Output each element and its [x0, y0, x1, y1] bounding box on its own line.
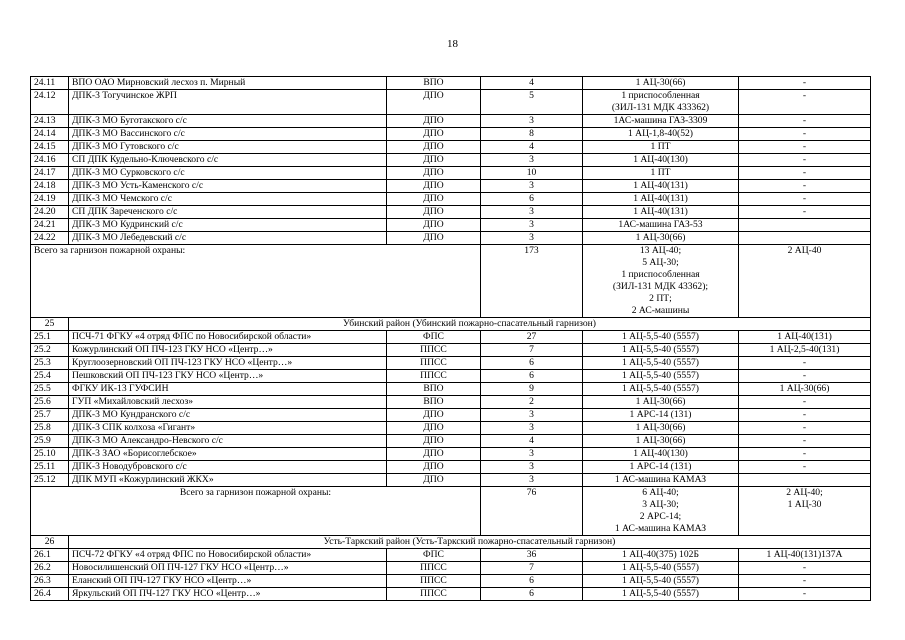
unit-type: ДПО — [387, 90, 481, 115]
reserve-equipment — [739, 562, 871, 575]
reserve-equipment — [739, 219, 871, 232]
reserve-equipment-line: - — [802, 409, 807, 420]
row-number: 25.11 — [31, 461, 69, 474]
staff-count: 6 — [481, 357, 583, 370]
staff-count: 3 — [481, 180, 583, 193]
unit-name: ДПК-3 МО Вассинского с/с — [69, 128, 387, 141]
main-equipment — [583, 128, 739, 141]
total-reserve-equipment-line: 1 АЦ-30 — [787, 499, 822, 510]
row-number: 24.21 — [31, 219, 69, 232]
row-number: 24.20 — [31, 206, 69, 219]
main-equipment-line: 1 АЦ-30(66) — [635, 396, 686, 407]
reserve-equipment — [739, 383, 871, 396]
unit-type: ППСС — [387, 575, 481, 588]
reserve-equipment-line: - — [802, 193, 807, 204]
reserve-equipment — [739, 344, 871, 357]
reserve-equipment — [739, 193, 871, 206]
staff-count: 3 — [481, 206, 583, 219]
reserve-equipment-line: - — [802, 167, 807, 178]
total-main-equipment-line: 1 приспособленная — [621, 269, 700, 280]
reserve-equipment — [739, 180, 871, 193]
reserve-equipment-line: - — [802, 180, 807, 191]
total-main-equipment-line: 2 АРС-14; — [639, 511, 682, 522]
reserve-equipment — [739, 435, 871, 448]
row-number: 24.22 — [31, 232, 69, 245]
unit-name: Яркульский ОП ПЧ-127 ГКУ НСО «Центр…» — [69, 588, 387, 601]
table-row — [31, 448, 871, 461]
reserve-equipment-line: - — [802, 588, 807, 599]
reserve-equipment-line: - — [802, 435, 807, 446]
total-label: Всего за гарнизон пожарной охраны: — [31, 245, 481, 318]
main-equipment-line: 1 АЦ-5,5-40 (5557) — [621, 344, 699, 355]
unit-type: ДПО — [387, 448, 481, 461]
staff-count: 7 — [481, 344, 583, 357]
total-reserve-equipment — [739, 245, 871, 318]
table-row — [31, 219, 871, 232]
section-header-row — [31, 536, 871, 549]
table-row — [31, 409, 871, 422]
main-equipment-line: 1 ПТ — [650, 167, 671, 178]
total-main-equipment-line: 5 АЦ-30; — [642, 257, 679, 268]
reserve-equipment-line: - — [802, 77, 807, 88]
row-number: 25.4 — [31, 370, 69, 383]
main-equipment — [583, 461, 739, 474]
unit-type: ДПО — [387, 128, 481, 141]
reserve-equipment — [739, 396, 871, 409]
reserve-equipment-line: - — [802, 461, 807, 472]
reserve-equipment-line: - — [802, 396, 807, 407]
main-equipment — [583, 331, 739, 344]
main-equipment-line: 1 АЦ-40(131) — [633, 206, 688, 217]
staff-count: 4 — [481, 141, 583, 154]
staff-count: 3 — [481, 219, 583, 232]
reserve-equipment — [739, 141, 871, 154]
main-equipment-line: 1 АЦ-5,5-40 (5557) — [621, 357, 699, 368]
table-row — [31, 422, 871, 435]
reserve-equipment-line: - — [802, 448, 807, 459]
reserve-equipment — [739, 448, 871, 461]
main-equipment — [583, 206, 739, 219]
unit-name: ДПК-3 МО Гутовского с/с — [69, 141, 387, 154]
staff-count: 3 — [481, 461, 583, 474]
main-equipment — [583, 549, 739, 562]
unit-type: ДПО — [387, 435, 481, 448]
table-row — [31, 357, 871, 370]
reserve-equipment — [739, 422, 871, 435]
unit-name: ДПК МУП «Кожурлинский ЖКХ» — [69, 474, 387, 487]
table-row — [31, 206, 871, 219]
unit-name: ДПК-3 МО Чемского с/с — [69, 193, 387, 206]
unit-type: ДПО — [387, 115, 481, 128]
unit-name: ДПК-3 Новодубровского с/с — [69, 461, 387, 474]
row-number: 24.13 — [31, 115, 69, 128]
main-equipment — [583, 448, 739, 461]
staff-count: 36 — [481, 549, 583, 562]
staff-count: 6 — [481, 588, 583, 601]
table-row — [31, 549, 871, 562]
section-header-row — [31, 318, 871, 331]
main-equipment-line: 1 АРС-14 (131) — [629, 409, 692, 420]
reserve-equipment-line — [742, 474, 867, 486]
reserve-equipment-line: - — [802, 422, 807, 433]
main-equipment — [583, 575, 739, 588]
main-equipment — [583, 141, 739, 154]
row-number: 25.10 — [31, 448, 69, 461]
reserve-equipment — [739, 357, 871, 370]
main-equipment-line: 1 ПТ — [650, 141, 671, 152]
main-equipment-line: 1 АС-машина КАМАЗ — [614, 474, 707, 485]
total-main-equipment-line: 6 АЦ-40; — [642, 487, 679, 498]
unit-type: ППСС — [387, 357, 481, 370]
row-number: 25.2 — [31, 344, 69, 357]
main-equipment-line: 1АС-машина ГАЗ-53 — [618, 219, 703, 230]
row-number: 24.16 — [31, 154, 69, 167]
unit-type: ВПО — [387, 383, 481, 396]
staff-count: 3 — [481, 448, 583, 461]
table-row — [31, 193, 871, 206]
main-equipment-line: (ЗИЛ-131 МДК 433362) — [611, 102, 710, 113]
table-row — [31, 562, 871, 575]
main-equipment-line: 1 приспособленная — [621, 90, 700, 101]
main-equipment-line: 1 АЦ-40(130) — [633, 154, 688, 165]
unit-type: ДПО — [387, 180, 481, 193]
row-number: 24.15 — [31, 141, 69, 154]
unit-type: ФПС — [387, 331, 481, 344]
unit-type: ППСС — [387, 370, 481, 383]
unit-name: ДПК-3 МО Кундранского с/с — [69, 409, 387, 422]
row-number: 25.6 — [31, 396, 69, 409]
reserve-equipment-line: - — [802, 206, 807, 217]
unit-name: ДПК-3 МО Александро-Невского с/с — [69, 435, 387, 448]
main-equipment-line: 1 АРС-14 (131) — [629, 461, 692, 472]
row-number: 25.5 — [31, 383, 69, 396]
table-row — [31, 232, 871, 245]
reserve-equipment — [739, 154, 871, 167]
section-number: 25 — [31, 318, 69, 331]
staff-count: 9 — [481, 383, 583, 396]
staff-count: 8 — [481, 128, 583, 141]
row-number: 24.14 — [31, 128, 69, 141]
staff-count: 3 — [481, 474, 583, 487]
reserve-equipment — [739, 331, 871, 344]
staff-count: 3 — [481, 409, 583, 422]
table-row — [31, 383, 871, 396]
unit-type: ДПО — [387, 219, 481, 232]
unit-name: ПСЧ-72 ФГКУ «4 отряд ФПС по Новосибирской области» — [69, 549, 387, 562]
table-row — [31, 474, 871, 487]
main-equipment-line: 1 АЦ-5,5-40 (5557) — [621, 383, 699, 394]
main-equipment — [583, 422, 739, 435]
reserve-equipment — [739, 409, 871, 422]
row-number: 24.18 — [31, 180, 69, 193]
reserve-equipment — [739, 474, 871, 487]
main-equipment — [583, 562, 739, 575]
main-equipment — [583, 154, 739, 167]
staff-count: 6 — [481, 370, 583, 383]
staff-count: 3 — [481, 422, 583, 435]
main-equipment — [583, 474, 739, 487]
unit-type: ВПО — [387, 77, 481, 90]
unit-type: ДПО — [387, 141, 481, 154]
reserve-equipment-line — [742, 219, 867, 231]
staff-count: 4 — [481, 77, 583, 90]
staff-count: 3 — [481, 115, 583, 128]
total-reserve-equipment-line: 2 АЦ-40 — [787, 245, 822, 256]
unit-type: ВПО — [387, 396, 481, 409]
unit-type: ППСС — [387, 344, 481, 357]
unit-type: ДПО — [387, 206, 481, 219]
main-equipment-line: 1 АЦ-30(66) — [635, 435, 686, 446]
row-number: 26.2 — [31, 562, 69, 575]
unit-name: Пешковский ОП ПЧ-123 ГКУ НСО «Центр…» — [69, 370, 387, 383]
row-number: 24.11 — [31, 77, 69, 90]
reserve-equipment-line: - — [802, 141, 807, 152]
row-number: 25.1 — [31, 331, 69, 344]
unit-name: ГУП «Михайловский лесхоз» — [69, 396, 387, 409]
fire-garrison-table — [30, 76, 871, 601]
total-main-equipment-line: 2 ПТ; — [649, 293, 672, 304]
unit-name: ФГКУ ИК-13 ГУФСИН — [69, 383, 387, 396]
reserve-equipment — [739, 575, 871, 588]
main-equipment — [583, 219, 739, 232]
table-row — [31, 370, 871, 383]
main-equipment-line: 1 АЦ-40(131) — [633, 180, 688, 191]
table-row — [31, 167, 871, 180]
staff-count: 2 — [481, 396, 583, 409]
unit-name: Кожурлинский ОП ПЧ-123 ГКУ НСО «Центр…» — [69, 344, 387, 357]
table-row — [31, 154, 871, 167]
reserve-equipment — [739, 461, 871, 474]
main-equipment — [583, 167, 739, 180]
staff-count: 5 — [481, 90, 583, 115]
reserve-equipment-line: - — [802, 575, 807, 586]
unit-name: ДПК-3 СПК колхоза «Гигант» — [69, 422, 387, 435]
unit-type: ППСС — [387, 562, 481, 575]
main-equipment-line: 1 АЦ-30(66) — [635, 77, 686, 88]
row-number: 25.9 — [31, 435, 69, 448]
table-row — [31, 141, 871, 154]
main-equipment-line: 1 АЦ-5,5-40 (5557) — [621, 588, 699, 599]
total-reserve-equipment — [739, 487, 871, 536]
row-number: 25.7 — [31, 409, 69, 422]
table-row — [31, 331, 871, 344]
reserve-equipment — [739, 115, 871, 128]
unit-type: ДПО — [387, 193, 481, 206]
reserve-equipment-line: - — [802, 370, 807, 381]
main-equipment — [583, 435, 739, 448]
reserve-equipment — [739, 206, 871, 219]
reserve-equipment — [739, 370, 871, 383]
reserve-equipment-line: - — [802, 357, 807, 368]
reserve-equipment — [739, 90, 871, 115]
section-title: Усть-Таркский район (Усть-Таркский пожарно-спасательный гарнизон) — [69, 536, 871, 549]
main-equipment — [583, 193, 739, 206]
reserve-equipment-line: - — [802, 90, 807, 101]
staff-count: 3 — [481, 154, 583, 167]
total-main-equipment-line: (ЗИЛ-131 МДК 43362); — [612, 281, 709, 292]
unit-name: ДПК-3 МО Сурковского с/с — [69, 167, 387, 180]
unit-type: ДПО — [387, 422, 481, 435]
row-number: 25.3 — [31, 357, 69, 370]
staff-count: 3 — [481, 232, 583, 245]
section-title: Убинский район (Убинский пожарно-спасательный гарнизон) — [69, 318, 871, 331]
total-main-equipment-line: 13 АЦ-40; — [639, 245, 682, 256]
staff-count: 6 — [481, 193, 583, 206]
main-equipment-line: 1АС-машина ГАЗ-3309 — [613, 115, 708, 126]
reserve-equipment-line: - — [802, 115, 807, 126]
table-row — [31, 588, 871, 601]
page-number: 18 — [447, 38, 458, 50]
row-number: 24.19 — [31, 193, 69, 206]
unit-name: Новосилишенский ОП ПЧ-127 ГКУ НСО «Центр…» — [69, 562, 387, 575]
reserve-equipment-line: 1 АЦ-30(66) — [779, 383, 830, 394]
main-equipment — [583, 396, 739, 409]
unit-type: ДПО — [387, 474, 481, 487]
table-row — [31, 396, 871, 409]
row-number: 25.8 — [31, 422, 69, 435]
main-equipment-line: 1 АЦ-40(375) 102Б — [622, 549, 699, 560]
reserve-equipment — [739, 588, 871, 601]
unit-type: ППСС — [387, 588, 481, 601]
main-equipment-line: 1 АЦ-30(66) — [635, 422, 686, 433]
row-number: 26.1 — [31, 549, 69, 562]
reserve-equipment — [739, 167, 871, 180]
reserve-equipment-line: 1 АЦ-2,5-40(131) — [769, 344, 840, 355]
staff-count: 6 — [481, 575, 583, 588]
main-equipment — [583, 370, 739, 383]
main-equipment — [583, 344, 739, 357]
main-equipment-line: 1 АЦ-5,5-40 (5557) — [621, 331, 699, 342]
staff-count: 7 — [481, 562, 583, 575]
main-equipment-line: 1 АЦ-5,5-40 (5557) — [621, 370, 699, 381]
total-main-equipment-line: 2 АС-машины — [631, 305, 690, 316]
staff-count: 4 — [481, 435, 583, 448]
unit-type: ДПО — [387, 409, 481, 422]
unit-type: ДПО — [387, 154, 481, 167]
main-equipment — [583, 409, 739, 422]
main-equipment — [583, 357, 739, 370]
table-row — [31, 77, 871, 90]
main-equipment-line: 1 АЦ-5,5-40 (5557) — [621, 562, 699, 573]
unit-name: СП ДПК Зареченского с/с — [69, 206, 387, 219]
unit-name: ДПК-3 МО Буготакского с/с — [69, 115, 387, 128]
unit-name: СП ДПК Кудельно-Ключевского с/с — [69, 154, 387, 167]
total-main-equipment — [583, 487, 739, 536]
unit-name: ДПК-3 МО Усть-Каменского с/с — [69, 180, 387, 193]
staff-count: 27 — [481, 331, 583, 344]
unit-name: ПСЧ-71 ФГКУ «4 отряд ФПС по Новосибирской области» — [69, 331, 387, 344]
table-row — [31, 461, 871, 474]
table-row — [31, 575, 871, 588]
unit-name: ДПК-3 ЗАО «Борисоглебское» — [69, 448, 387, 461]
row-number: 24.12 — [31, 90, 69, 115]
unit-name: Еланский ОП ПЧ-127 ГКУ НСО «Центр…» — [69, 575, 387, 588]
total-main-equipment-line: 1 АС-машина КАМАЗ — [614, 523, 707, 534]
total-staff: 76 — [481, 487, 583, 536]
reserve-equipment-line — [742, 232, 867, 244]
total-label: Всего за гарнизон пожарной охраны: — [31, 487, 481, 536]
main-equipment — [583, 180, 739, 193]
main-equipment — [583, 77, 739, 90]
main-equipment — [583, 232, 739, 245]
total-reserve-equipment-line: 2 АЦ-40; — [786, 487, 823, 498]
total-staff: 173 — [481, 245, 583, 318]
main-equipment-line: 1 АЦ-30(66) — [635, 232, 686, 243]
total-row — [31, 245, 871, 318]
total-row — [31, 487, 871, 536]
row-number: 26.3 — [31, 575, 69, 588]
total-main-equipment-line: 3 АЦ-30; — [642, 499, 679, 510]
reserve-equipment — [739, 232, 871, 245]
table-row — [31, 128, 871, 141]
reserve-equipment-line: 1 АЦ-40(131)137А — [766, 549, 843, 560]
unit-type: ДПО — [387, 167, 481, 180]
unit-type: ФПС — [387, 549, 481, 562]
table-row — [31, 344, 871, 357]
row-number: 26.4 — [31, 588, 69, 601]
reserve-equipment — [739, 77, 871, 90]
main-equipment-line: 1 АЦ-40(130) — [633, 448, 688, 459]
table-row — [31, 115, 871, 128]
section-number: 26 — [31, 536, 69, 549]
main-equipment — [583, 90, 739, 115]
unit-type: ДПО — [387, 461, 481, 474]
row-number: 24.17 — [31, 167, 69, 180]
main-equipment — [583, 588, 739, 601]
reserve-equipment-line: 1 АЦ-40(131) — [777, 331, 832, 342]
reserve-equipment — [739, 549, 871, 562]
total-main-equipment — [583, 245, 739, 318]
main-equipment-line: 1 АЦ-1,8-40(52) — [627, 128, 693, 139]
unit-name: ДПК-3 Тогучинское ЖРП — [69, 90, 387, 115]
table-row — [31, 90, 871, 115]
main-equipment-line: 1 АЦ-5,5-40 (5557) — [621, 575, 699, 586]
reserve-equipment-line: - — [802, 562, 807, 573]
unit-name: ВПО ОАО Мирновский лесхоз п. Мирный — [69, 77, 387, 90]
table-row — [31, 180, 871, 193]
staff-count: 10 — [481, 167, 583, 180]
main-equipment-line: 1 АЦ-40(131) — [633, 193, 688, 204]
unit-name: Круглоозерновский ОП ПЧ-123 ГКУ НСО «Центр…» — [69, 357, 387, 370]
unit-name: ДПК-3 МО Кудринский с/с — [69, 219, 387, 232]
reserve-equipment-line: - — [802, 128, 807, 139]
reserve-equipment — [739, 128, 871, 141]
row-number: 25.12 — [31, 474, 69, 487]
main-equipment — [583, 383, 739, 396]
unit-name: ДПК-3 МО Лебедевский с/с — [69, 232, 387, 245]
main-equipment — [583, 115, 739, 128]
reserve-equipment-line: - — [802, 154, 807, 165]
table-row — [31, 435, 871, 448]
unit-type: ДПО — [387, 232, 481, 245]
